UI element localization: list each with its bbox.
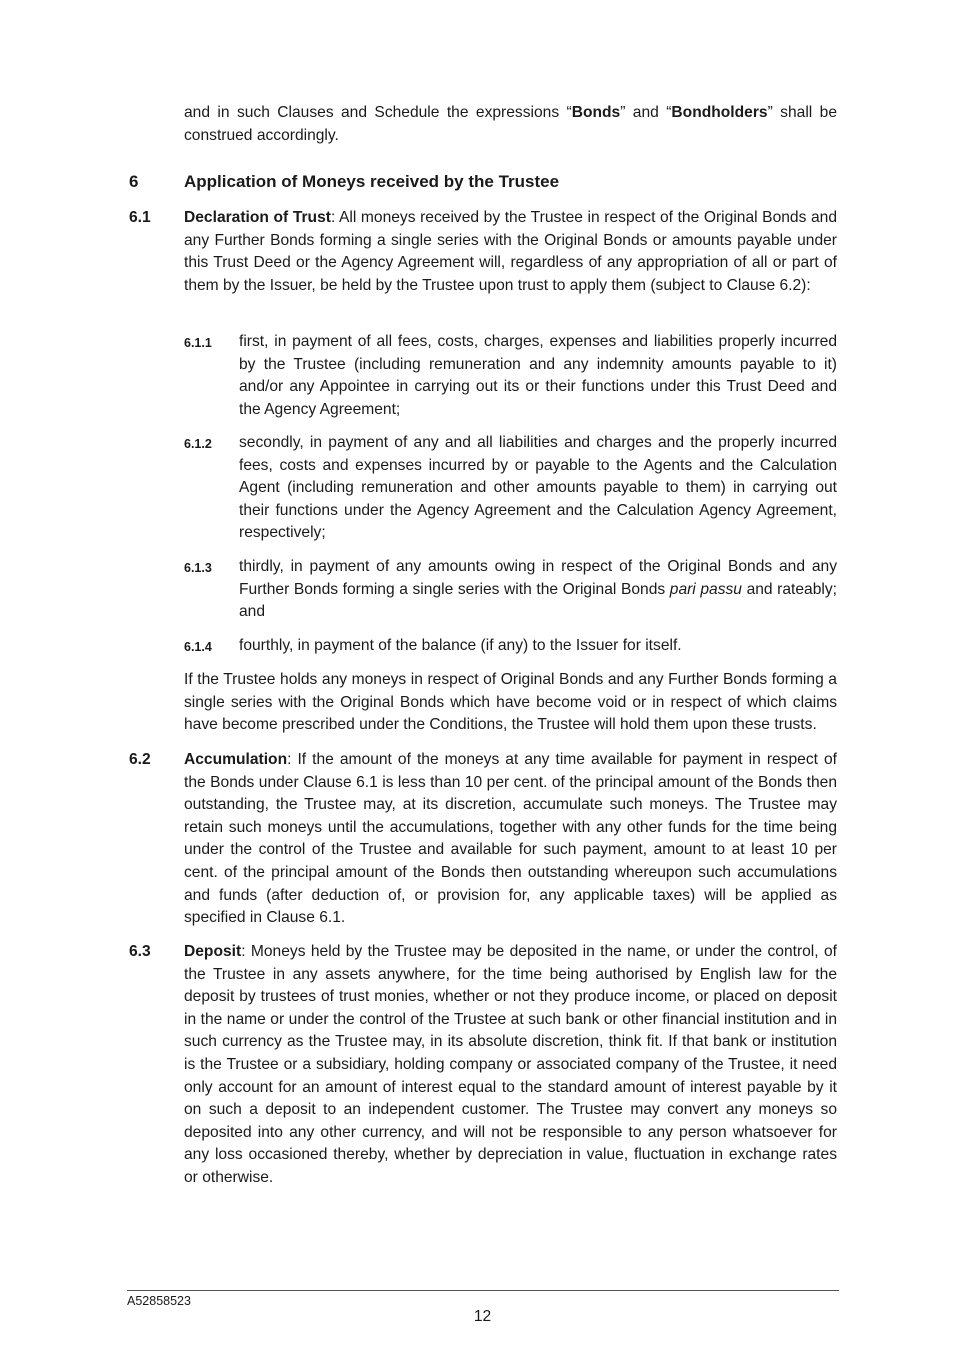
clause-6-1-4-text: fourthly, in payment of the balance (if any) to the Issuer for itself. [239, 637, 682, 654]
clause-6-2-heading: Accumulation [184, 751, 288, 768]
clause-6-1-1-text: first, in payment of all fees, costs, charges, expenses and liabilities properly incurred by the Trustee (including remuneration and any indemnity amounts payable to it) and/or any Appointee in carrying out its or their functions under this Trust Deed and the Agency Agreement; [239, 333, 837, 418]
clause-6-1-1-number: 6.1.1 [184, 336, 212, 350]
document-reference: A52858523 [127, 1294, 191, 1308]
clause-6-1-text: : All moneys received by the Trustee in respect of the Original Bonds and any Further Bonds forming a single series with the Original Bonds or amounts payable under this Trust Deed or the Agency Agreement will, regardless of any appropriation of all or part of them by the Issuer, be held by the Trustee upon trust to apply them (subject to Clause 6.2): [184, 209, 837, 294]
clause-6-3-text: : Moneys held by the Trustee may be deposited in the name, or under the control, of the Trustee in any assets anywhere, for the time being authorised by English law for the deposit by trustees of trust monies, whether or not they produce income, or placed on deposit in the name or under the control of the Trustee at such bank or other financial institution and in such currency as the Trustee may, in its absolute discretion, think fit. If that bank or institution is the Trustee or a subsidiary, holding company or associated company of the Trustee, it need only account for an amount of interest equal to the standard amount of interest payable by it on such a deposit to an independent customer. The Trustee may convert any moneys so deposited into any other currency, and will not be responsible to any person whatsoever for any loss occasioned thereby, whether by depreciation in value, fluctuation in exchange rates or otherwise. [184, 943, 837, 1186]
clause-6-3-heading: Deposit [184, 943, 242, 960]
clause-6-1-heading: Declaration of Trust [184, 209, 331, 226]
intro-text-3: ” shall be construed accordingly. [184, 104, 837, 144]
clause-6-2-text: : If the amount of the moneys at any time available for payment in respect of the Bonds under Clause 6.1 is less than 10 per cent. of the principal amount of the Bonds then outstanding, the Trustee may, at its discretion, accumulate such moneys. The Trustee may retain such moneys until the accumulations, together with any other funds for the time being under the control of the Trustee and available for such payment, amount to at least 10 per cent. of the principal amount of the Bonds then outstanding whereupon such accumulations and funds (after deduction of, or provision for, any applicable taxes) will be applied as specified in Clause 6.1. [184, 751, 837, 927]
clause-6-3-number: 6.3 [129, 943, 151, 960]
clause-6-1-3-text-a: thirdly, in payment of any amounts owing in respect of the Original Bonds and any Further Bonds forming a single series with the Original Bonds [239, 558, 837, 598]
section-number: 6 [129, 172, 139, 191]
footer-divider [127, 1290, 839, 1291]
clause-6-1-3-text [239, 556, 837, 624]
clause-6-1-4-number: 6.1.4 [184, 640, 212, 654]
clause-6-1-2-number: 6.1.2 [184, 437, 212, 451]
clause-6-1-body [184, 207, 837, 297]
clause-6-1-number: 6.1 [129, 209, 151, 226]
clause-6-2-number: 6.2 [129, 751, 151, 768]
term-pari-passu: pari passu [669, 580, 742, 598]
clause-6-2-body [184, 749, 837, 930]
section-title: Application of Moneys received by the Trustee [184, 172, 560, 191]
clause-6-1-2-text: secondly, in payment of any and all liabilities and charges and the properly incurred fees, costs and expenses incurred by or payable to the Agents and the Calculation Agent (including remuneration and other amounts payable to them) in carrying out their functions under the Agency Agreement and the Calculation Agency Agreement, respectively; [239, 434, 837, 542]
intro-text-1: and in such Clauses and Schedule the expressions “ [184, 104, 572, 121]
term-bonds: Bonds [571, 104, 621, 121]
page-number: 12 [473, 1308, 492, 1325]
clause-6-1-3-text-b: and rateably; and [239, 580, 837, 621]
term-bondholders: Bondholders [671, 104, 768, 121]
intro-paragraph [184, 102, 837, 147]
clause-6-3-body [184, 941, 837, 1190]
intro-text-2: ” and “ [620, 104, 672, 121]
clause-6-1-3-number: 6.1.3 [184, 561, 212, 575]
clause-6-1-closing: If the Trustee holds any moneys in respect of Original Bonds and any Further Bonds forming a single series with the Original Bonds which have become void or in respect of which claims have become prescribed under the Conditions, the Trustee will hold them upon these trusts. [184, 671, 837, 734]
